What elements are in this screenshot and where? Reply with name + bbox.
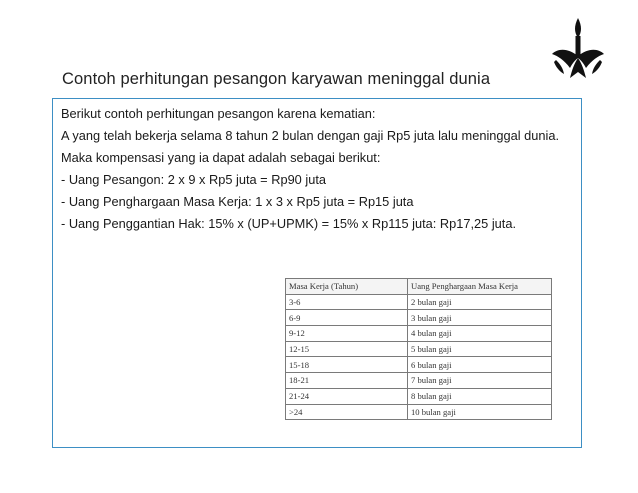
table-cell: 5 bulan gaji — [408, 341, 552, 357]
university-seal-icon — [548, 16, 608, 82]
table-header-uang-penghargaan: Uang Penghargaan Masa Kerja — [408, 279, 552, 295]
intro-line: Berikut contoh perhitungan pesangon karena kematian: — [61, 106, 376, 121]
uang-pesangon-line: - Uang Pesangon: 2 x 9 x Rp5 juta = Rp90 juta — [61, 171, 326, 187]
table-cell: 2 bulan gaji — [408, 294, 552, 310]
content-panel — [52, 98, 582, 448]
table-header-masa-kerja: Masa Kerja (Tahun) — [286, 279, 408, 295]
body-text — [61, 105, 561, 237]
slide-title: Contoh perhitungan pesangon karyawan meninggal dunia — [62, 70, 491, 88]
table-cell: 9-12 — [286, 326, 408, 342]
table-cell: 18-21 — [286, 373, 408, 389]
table-cell: 21-24 — [286, 388, 408, 404]
table-header-row — [286, 279, 552, 295]
table-cell: 3-6 — [286, 294, 408, 310]
masa-kerja-table — [285, 278, 552, 420]
table-row — [286, 341, 552, 357]
table-cell: 4 bulan gaji — [408, 326, 552, 342]
table-cell: >24 — [286, 404, 408, 420]
table-cell: 7 bulan gaji — [408, 373, 552, 389]
uang-penggantian-hak-line: - Uang Penggantian Hak: 15% x (UP+UPMK) = 15% x Rp115 juta: Rp17,25 juta. — [61, 215, 517, 231]
table-cell: 6-9 — [286, 310, 408, 326]
uang-penghargaan-line: - Uang Penghargaan Masa Kerja: 1 x 3 x Rp5 juta = Rp15 juta — [61, 193, 414, 209]
compensation-intro-line: Maka kompensasi yang ia dapat adalah sebagai berikut: — [61, 149, 381, 165]
table-cell: 12-15 — [286, 341, 408, 357]
table-cell: 6 bulan gaji — [408, 357, 552, 373]
table-row — [286, 357, 552, 373]
table-row — [286, 388, 552, 404]
table-row — [286, 404, 552, 420]
table-row — [286, 310, 552, 326]
table-cell: 3 bulan gaji — [408, 310, 552, 326]
table-cell: 10 bulan gaji — [408, 404, 552, 420]
table-cell: 8 bulan gaji — [408, 388, 552, 404]
case-line: A yang telah bekerja selama 8 tahun 2 bulan dengan gaji Rp5 juta lalu meninggal dunia. — [61, 128, 560, 143]
table-cell: 15-18 — [286, 357, 408, 373]
table-row — [286, 326, 552, 342]
table-row — [286, 294, 552, 310]
table-row — [286, 373, 552, 389]
